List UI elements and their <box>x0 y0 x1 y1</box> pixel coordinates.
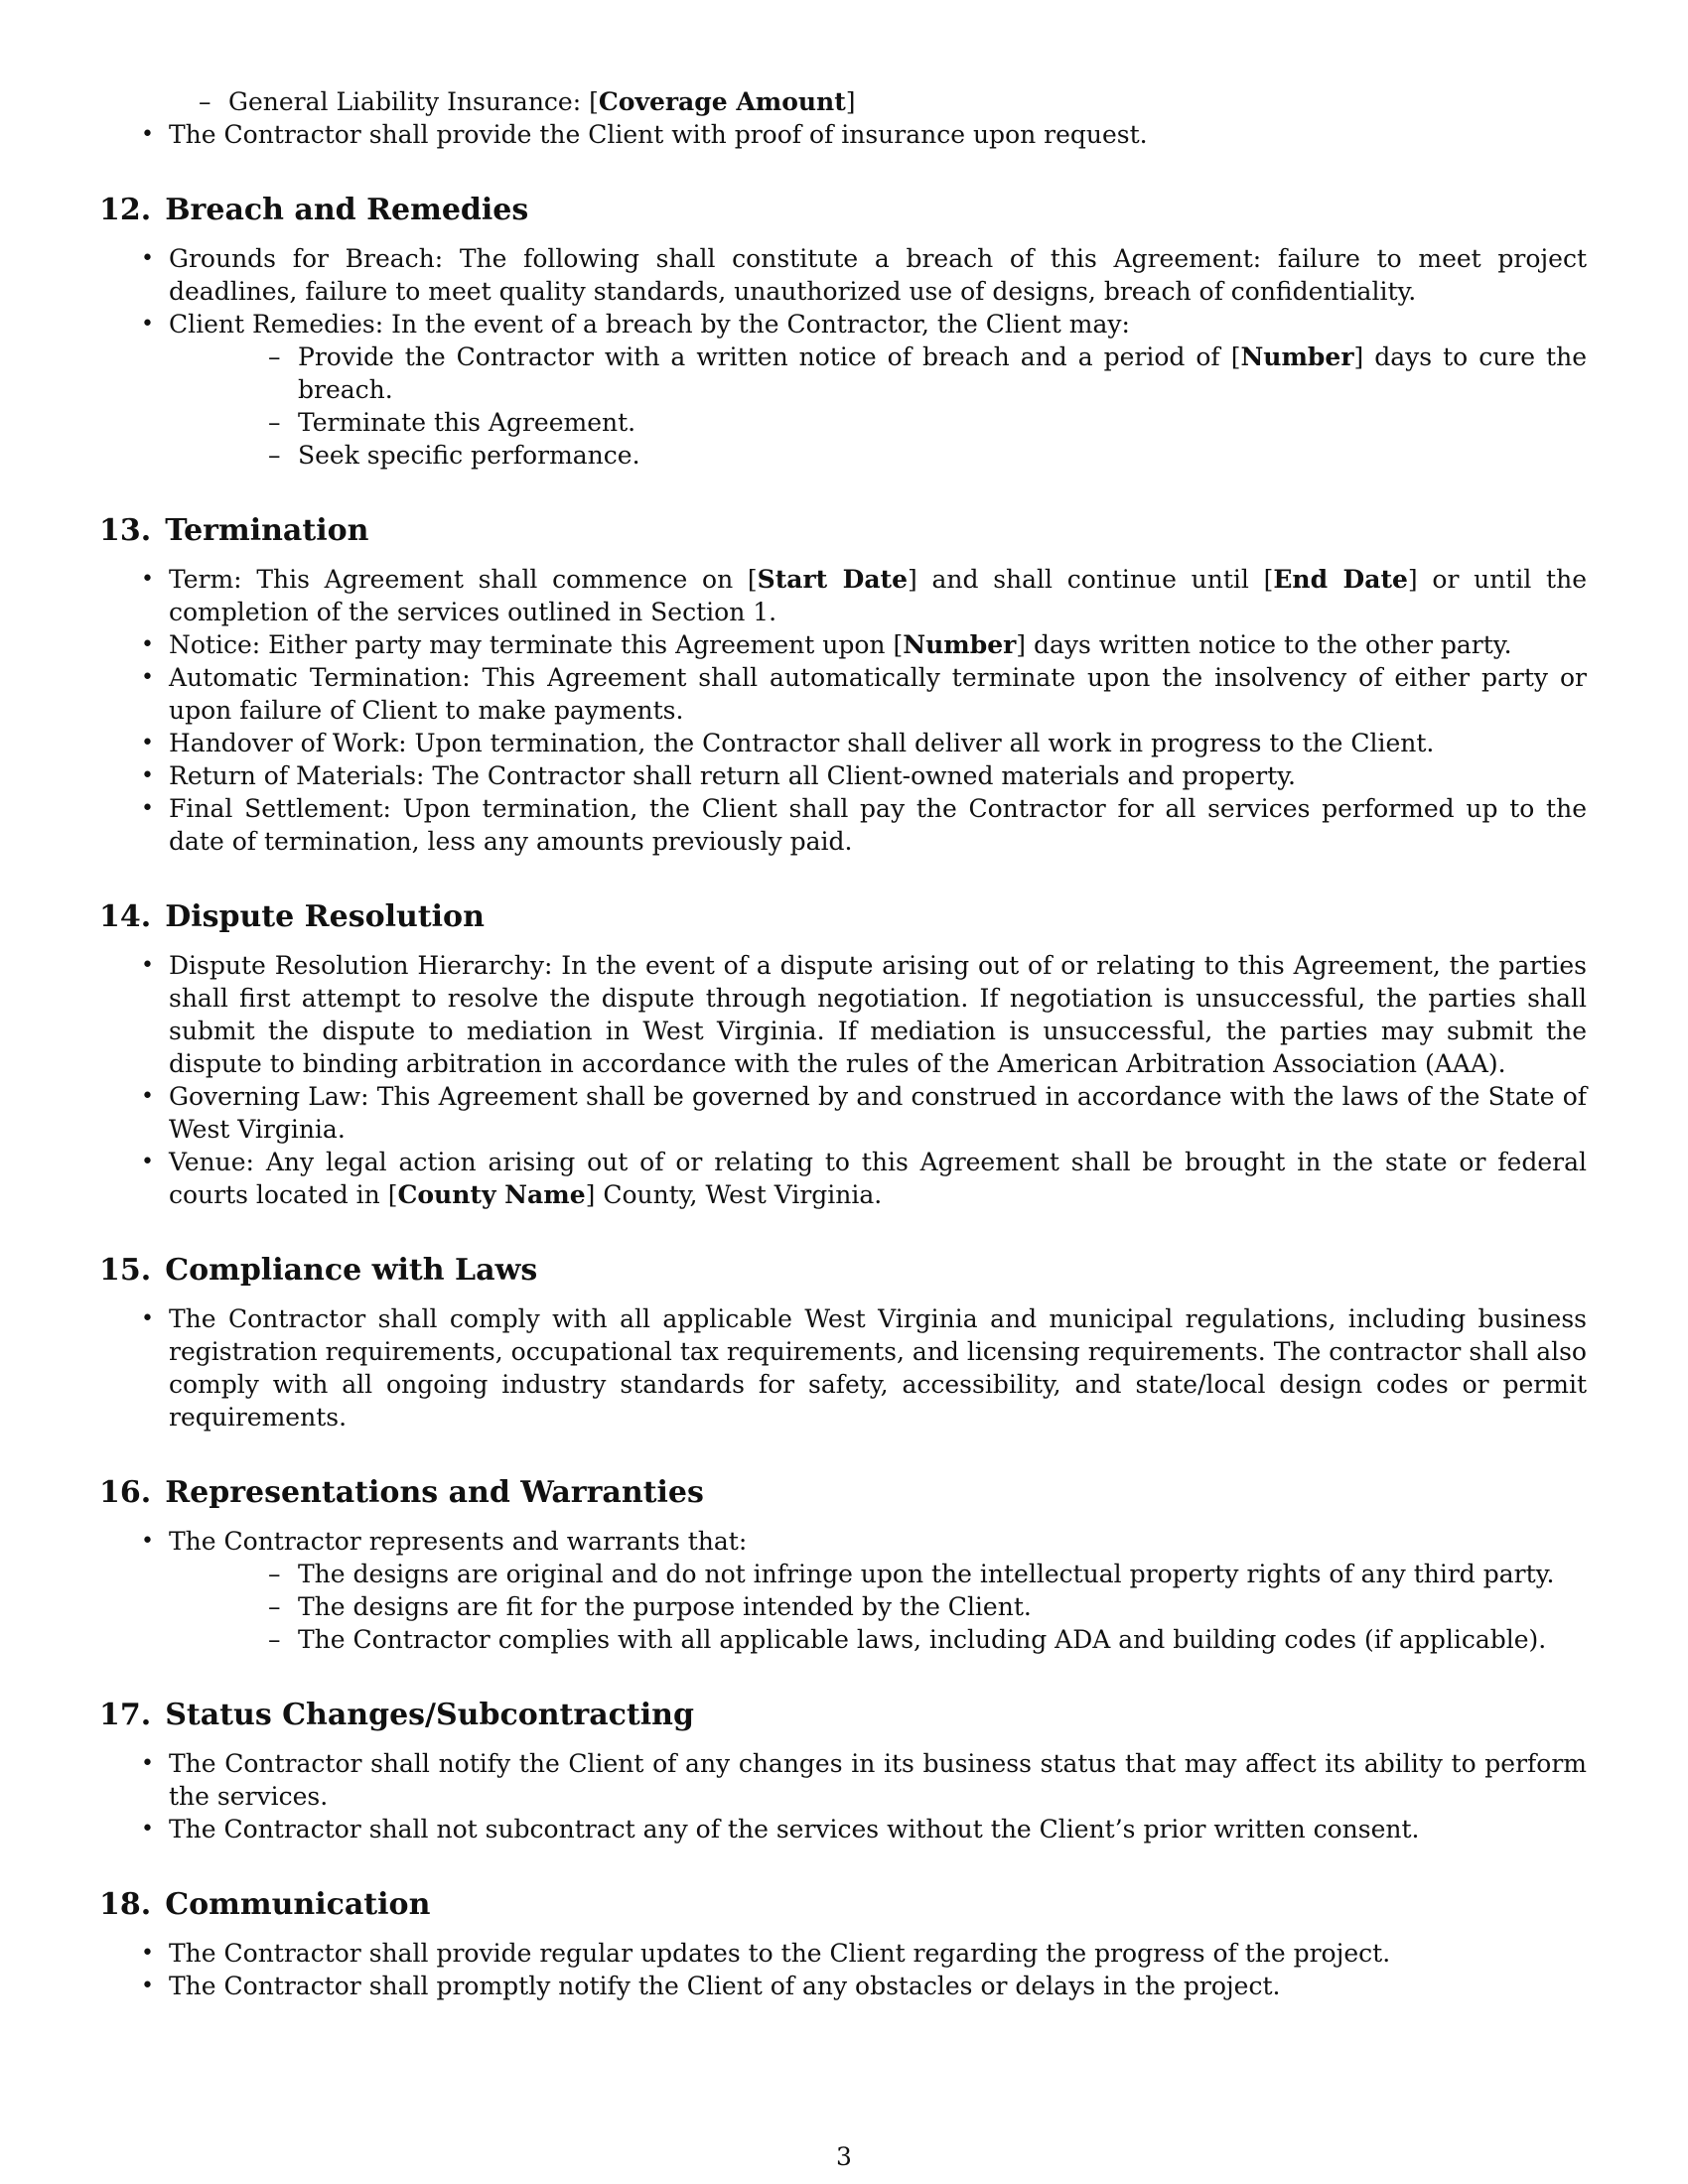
text-run: The Contractor shall provide the Client with proof of insurance upon request. <box>169 120 1148 149</box>
list-item <box>99 1302 1587 1433</box>
text-run: ] <box>1407 565 1418 594</box>
sub-list-item <box>169 1623 1587 1656</box>
list-item <box>99 1747 1587 1813</box>
bullet-list <box>99 242 1587 472</box>
text-run: The Contractor shall not subcontract any of the services without the Client’s prior written consent. <box>169 1815 1420 1843</box>
placeholder-text: Start Date <box>757 565 908 594</box>
section-13 <box>99 511 1587 858</box>
list-item <box>99 661 1587 727</box>
section-title: Representations and Warranties <box>165 1475 704 1510</box>
bullet-list <box>99 563 1587 858</box>
section-number: 18. <box>99 1887 152 1922</box>
text-run: or until the completion of the services outlined in Section 1. <box>169 565 1588 626</box>
text-run: The designs are original and do not infringe upon the intellectual property rights of any third party. <box>298 1560 1555 1588</box>
text-run: The Contractor shall notify the Client of any changes in its business status that may affect its ability to perform the services. <box>169 1749 1587 1811</box>
sub-list-item <box>169 341 1587 406</box>
section-title: Dispute Resolution <box>165 899 485 934</box>
section-heading <box>99 1473 1587 1513</box>
section-heading <box>99 1696 1587 1735</box>
section-list <box>99 191 1587 2002</box>
list-item <box>99 1146 1587 1211</box>
text-run: Seek specific performance. <box>298 441 640 470</box>
list-item <box>99 308 1587 472</box>
section-title: Communication <box>165 1887 431 1922</box>
section-14 <box>99 897 1587 1211</box>
section-heading <box>99 1251 1587 1291</box>
section-heading <box>99 897 1587 937</box>
section-heading <box>99 191 1587 230</box>
list-item <box>99 1937 1587 1970</box>
text-run: Final Settlement: Upon termination, the Client shall pay the Contractor for all services performed up to the date of termination, less any amounts previously paid. <box>169 794 1587 856</box>
text-run: Governing Law: This Agreement shall be governed by and construed in accordance with the laws of the State of West Virginia. <box>169 1082 1587 1144</box>
placeholder-text: Number <box>1240 342 1354 371</box>
text-run: Dispute Resolution Hierarchy: In the event of a dispute arising out of or relating to this Agreement, the parties shall first attempt to resolve the dispute through negotiation. If negotiation is unsuccessful, the parties shall submit the dispute to mediation in West Virginia. If mediation is unsuccessful, the parties may submit the dispute to binding arbitration in accordance with the rules of the American Arbitration Association (AAA). <box>169 951 1587 1078</box>
text-run: The Contractor complies with all applicable laws, including ADA and building codes (if applicable). <box>298 1625 1547 1654</box>
text-run: ] <box>845 87 856 116</box>
text-run: ] <box>1353 342 1364 371</box>
list-item <box>99 792 1587 858</box>
text-run: Term: This Agreement shall commence on <box>169 565 748 594</box>
text-run: [ <box>747 565 758 594</box>
bullet-list <box>99 118 1587 151</box>
list-item <box>99 118 1587 151</box>
bullet-list <box>99 1302 1587 1433</box>
text-run: [ <box>893 630 904 659</box>
sub-list-item <box>169 1558 1587 1590</box>
text-run: Grounds for Breach: The following shall constitute a breach of this Agreement: failure to meet project deadlines, failure to meet quality standards, unauthorized use of designs, breach of confidentiality. <box>169 244 1587 306</box>
text-run: The Contractor shall provide regular updates to the Client regarding the progress of the project. <box>169 1939 1391 1968</box>
section-12 <box>99 191 1587 472</box>
list-item <box>99 563 1587 628</box>
text-run: The Contractor represents and warrants that: <box>169 1527 748 1556</box>
text-run: County, West Virginia. <box>595 1180 883 1209</box>
placeholder-text: Number <box>903 630 1017 659</box>
sub-list-item <box>169 406 1587 439</box>
list-item <box>99 1970 1587 2002</box>
placeholder-text: End Date <box>1273 565 1408 594</box>
section-number: 14. <box>99 899 152 934</box>
section-title: Breach and Remedies <box>165 193 529 227</box>
list-item <box>99 1525 1587 1656</box>
section-number: 13. <box>99 513 152 548</box>
text-run: ] <box>907 565 917 594</box>
list-item <box>99 242 1587 308</box>
section-title: Compliance with Laws <box>165 1253 538 1288</box>
text-run: The Contractor shall comply with all applicable West Virginia and municipal regulations, including business registration requirements, occupational tax requirements, and licensing requirements. The contractor shall also comply with all ongoing industry standards for safety, accessibility, and state/local design codes or permit requirements. <box>169 1304 1587 1432</box>
text-run: days to cure the breach. <box>298 342 1587 404</box>
text-run: ] <box>1016 630 1027 659</box>
text-run: Venue: Any legal action arising out of or relating to this Agreement shall be brought in the state or federal courts located in <box>169 1148 1587 1209</box>
section-number: 17. <box>99 1698 152 1732</box>
section-number: 16. <box>99 1475 152 1510</box>
text-run: General Liability Insurance: <box>228 87 590 116</box>
continued-list <box>99 85 1587 151</box>
text-run: The designs are fit for the purpose intended by the Client. <box>298 1592 1032 1621</box>
bullet-list <box>99 1525 1587 1656</box>
sub-list <box>169 1558 1587 1656</box>
bullet-list <box>99 1747 1587 1845</box>
section-number: 15. <box>99 1253 152 1288</box>
list-item <box>99 949 1587 1080</box>
page-number: 3 <box>836 2142 852 2171</box>
list-item <box>99 727 1587 759</box>
placeholder-text: County Name <box>397 1180 586 1209</box>
placeholder-text: Coverage Amount <box>598 87 846 116</box>
text-run: days written notice to the other party. <box>1026 630 1512 659</box>
bullet-list <box>99 949 1587 1211</box>
text-run: Return of Materials: The Contractor shall return all Client-owned materials and property. <box>169 761 1296 790</box>
sub-list <box>99 85 1587 118</box>
text-run: Terminate this Agreement. <box>298 408 636 437</box>
sub-list-item <box>169 1590 1587 1623</box>
list-item <box>99 1080 1587 1146</box>
text-run: [ <box>589 87 599 116</box>
section-18 <box>99 1885 1587 2002</box>
section-17 <box>99 1696 1587 1845</box>
bullet-list <box>99 1937 1587 2002</box>
section-heading <box>99 511 1587 551</box>
list-item <box>99 1813 1587 1845</box>
section-15 <box>99 1251 1587 1433</box>
text-run: Automatic Termination: This Agreement shall automatically terminate upon the insolvency of either party or upon failure of Client to make payments. <box>169 663 1587 725</box>
sub-list-item <box>99 85 1587 118</box>
sub-list <box>169 341 1587 472</box>
list-item <box>99 759 1587 792</box>
section-16 <box>99 1473 1587 1656</box>
section-number: 12. <box>99 193 152 227</box>
text-run: Provide the Contractor with a written notice of breach and a period of <box>298 342 1231 371</box>
text-run: Client Remedies: In the event of a breach by the Contractor, the Client may: <box>169 310 1130 339</box>
section-title: Status Changes/Subcontracting <box>165 1698 694 1732</box>
section-title: Termination <box>165 513 369 548</box>
text-run: and shall continue until <box>916 565 1264 594</box>
section-heading <box>99 1885 1587 1925</box>
text-run: Handover of Work: Upon termination, the Contractor shall deliver all work in progress to the Client. <box>169 729 1435 757</box>
text-run: Notice: Either party may terminate this Agreement upon <box>169 630 894 659</box>
text-run: The Contractor shall promptly notify the Client of any obstacles or delays in the project. <box>169 1972 1281 2000</box>
text-run: [ <box>1263 565 1274 594</box>
text-run: ] <box>585 1180 596 1209</box>
sub-list-item <box>169 439 1587 472</box>
text-run: [ <box>1230 342 1241 371</box>
text-run: [ <box>387 1180 398 1209</box>
list-item <box>99 628 1587 661</box>
document-body <box>99 85 1587 2002</box>
